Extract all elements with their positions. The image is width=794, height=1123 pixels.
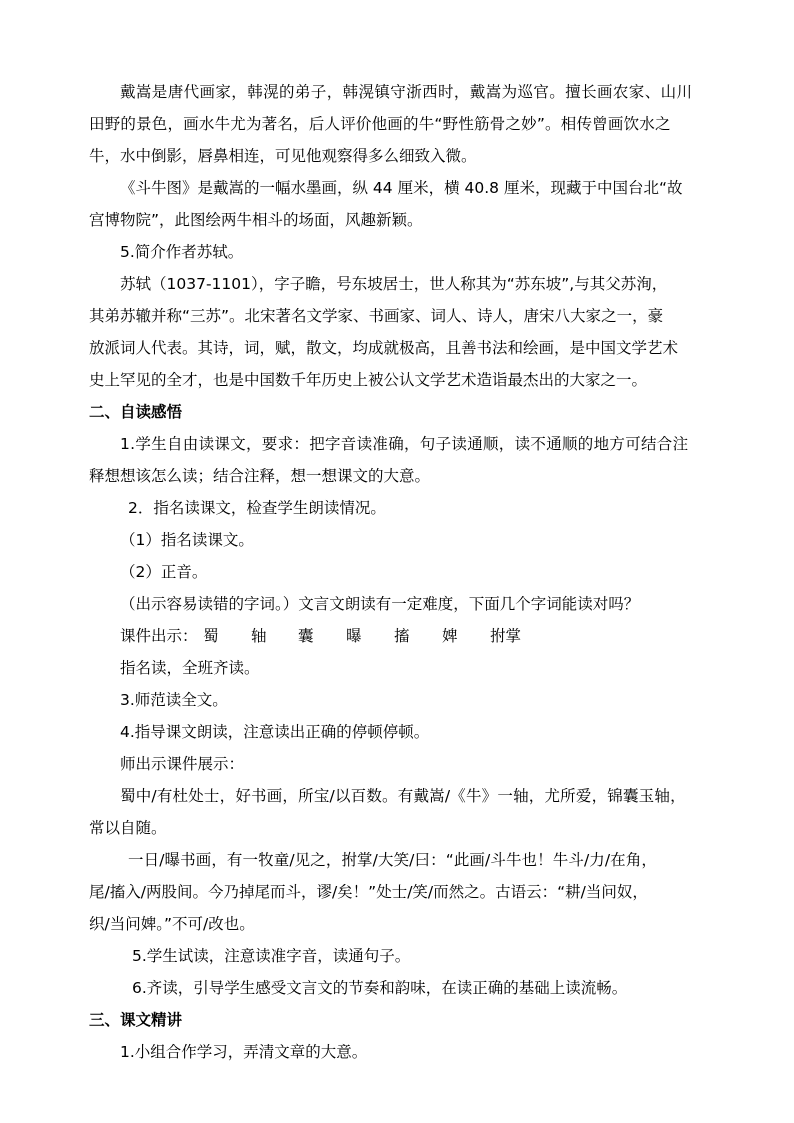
paragraph-line: 释想想该怎么读；结合注释，想一想课文的大意。: [89, 467, 431, 485]
classical-text-line: 常以自随。: [89, 819, 167, 837]
paragraph-line: 2．指名读课文，检查学生朗读情况。: [128, 499, 386, 517]
section-heading: 三、课文精讲: [89, 1011, 183, 1029]
courseware-word: 轴: [251, 627, 267, 645]
paragraph-line: （出示容易读错的字词。）文言文朗读有一定难度，下面几个字词能读对吗？: [120, 595, 640, 613]
classical-text-line: 尾/搐入/两股间。今乃掉尾而斗，谬/矣！”处士/笑/而然之。古语云：“耕/当问奴，: [89, 883, 648, 901]
courseware-word: 拊掌: [490, 627, 522, 645]
paragraph-line: 史上罕见的全才，也是中国数千年历史上被公认文学艺术造诣最杰出的大家之一。: [89, 371, 648, 389]
paragraph-line: 田野的景色，画水牛尤为著名，后人评价他画的牛“野性筋骨之妙”。相传曾画饮水之: [89, 115, 671, 133]
courseware-word: 搐: [394, 627, 410, 645]
paragraph-line: 5.学生试读，注意读准字音，读通句子。: [132, 947, 411, 965]
paragraph-line: 牛，水中倒影，唇鼻相连，可见他观察得多么细致入微。: [89, 147, 477, 165]
courseware-label: 课件出示：: [120, 627, 198, 645]
paragraph-line: 3.师范读全文。: [120, 691, 228, 709]
paragraph-line: 6.齐读，引导学生感受文言文的节奏和韵味，在读正确的基础上读流畅。: [132, 979, 628, 997]
paragraph-line: 5.简介作者苏轼。: [120, 243, 244, 261]
paragraph-line: 1.学生自由读课文，要求：把字音读准确，句子读通顺，读不通顺的地方可结合注: [120, 435, 689, 453]
paragraph-line: （2）正音。: [120, 563, 208, 581]
paragraph-line: 指名读，全班齐读。: [120, 659, 260, 677]
courseware-word: 曝: [346, 627, 362, 645]
paragraph-line: 4.指导课文朗读，注意读出正确的停顿停顿。: [120, 723, 430, 741]
paragraph-line: 放派词人代表。其诗，词，赋，散文，均成就极高，且善书法和绘画，是中国文学艺术: [89, 339, 679, 357]
paragraph-line: 师出示课件展示：: [120, 755, 245, 773]
classical-text-line: 一日/曝书画，有一牧童/见之，拊掌/大笑/曰：“此画/斗牛也！牛斗/力/在角，: [128, 851, 657, 869]
classical-text-line: 织/当问婢。”不可/改也。: [89, 915, 255, 933]
paragraph-line: 其弟苏辙并称“三苏”。北宋著名文学家、书画家、词人、诗人，唐宋八大家之一，豪: [89, 307, 664, 325]
courseware-word: 蜀: [203, 627, 219, 645]
section-heading: 二、自读感悟: [89, 403, 183, 421]
courseware-word: 婢: [442, 627, 458, 645]
paragraph-line: 戴嵩是唐代画家，韩滉的弟子，韩滉镇守浙西时，戴嵩为巡官。擅长画农家、山川: [120, 83, 693, 101]
paragraph-line: 1.小组合作学习，弄清文章的大意。: [120, 1043, 368, 1061]
paragraph-line: （1）指名读课文。: [120, 531, 254, 549]
paragraph-line: 苏轼（1037-1101），字子瞻，号东坡居士，世人称其为“苏东坡”,与其父苏洵，: [120, 275, 668, 293]
classical-text-line: 蜀中/有杜处士，好书画，所宝/以百数。有戴嵩/《牛》一轴，尤所爱，锦囊玉轴，: [120, 787, 686, 805]
paragraph-line: 宫博物院”，此图绘两牛相斗的场面，风趣新颖。: [89, 211, 423, 229]
paragraph-line: 《斗牛图》是戴嵩的一幅水墨画，纵 44 厘米，横 40.8 厘米，现藏于中国台北“故: [120, 179, 683, 197]
courseware-word: 囊: [298, 627, 314, 645]
